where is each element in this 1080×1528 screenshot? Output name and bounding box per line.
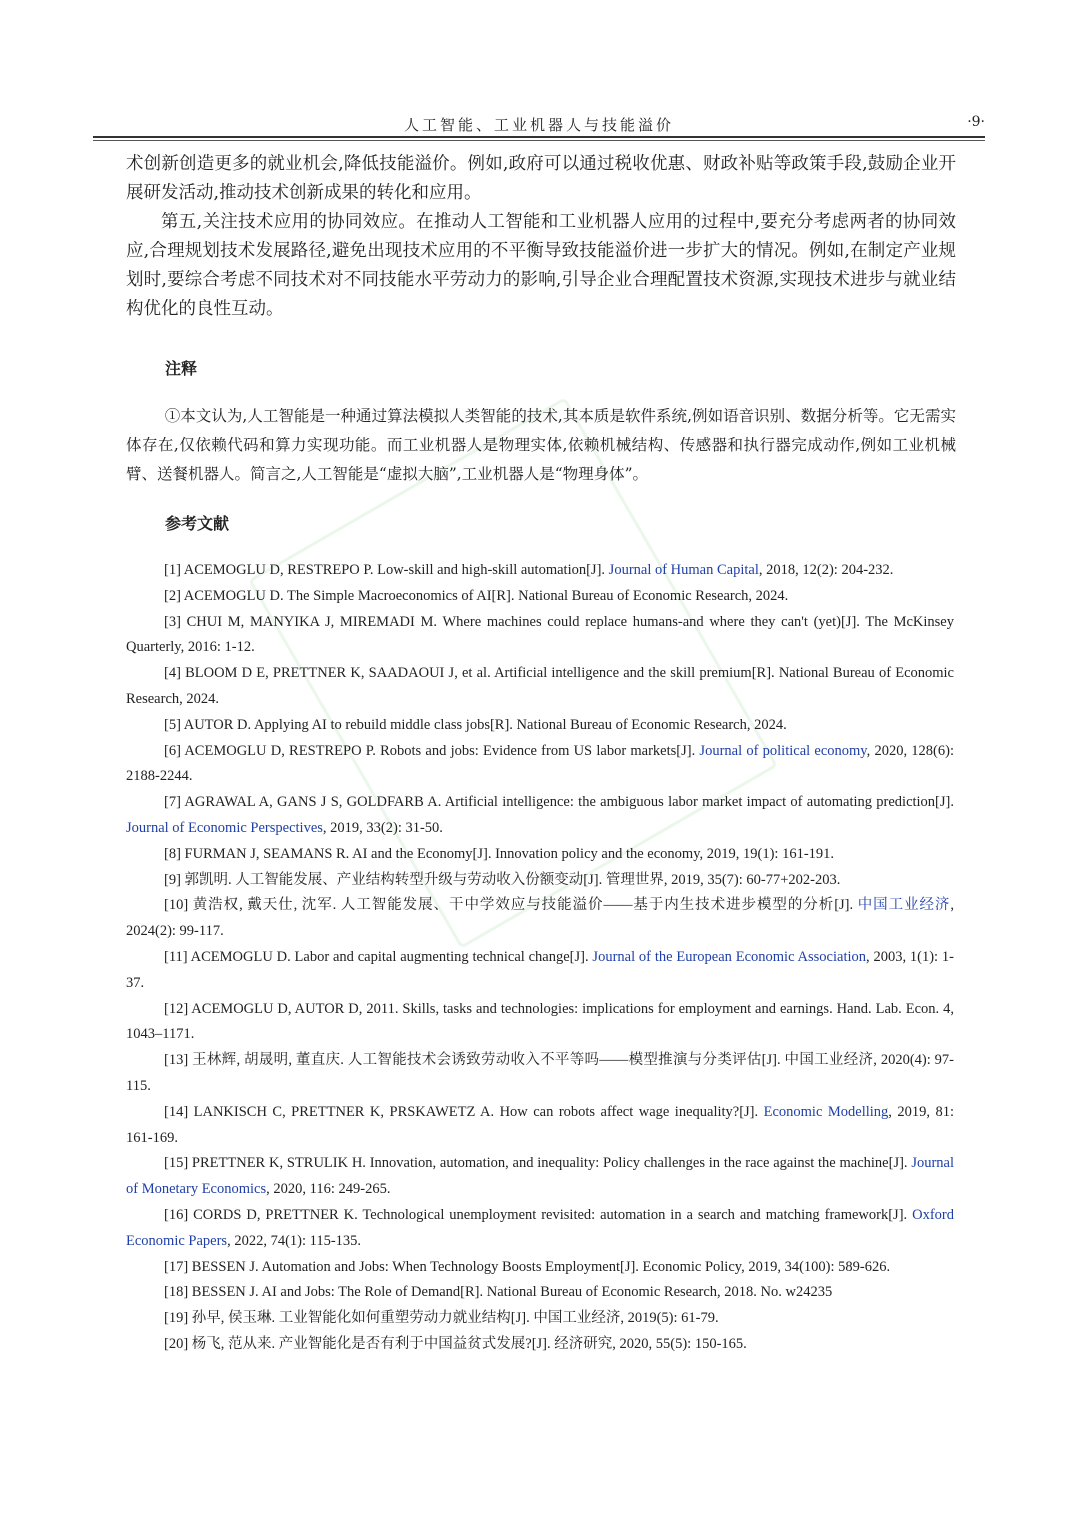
reference-item bbox=[126, 1280, 954, 1306]
reference-text: [12] ACEMOGLU D, AUTOR D, 2011. Skills, tasks and technologies: implications for employment and earnings. Hand. Lab. Econ. 4, 1043–1171. bbox=[126, 1000, 954, 1043]
reference-item bbox=[126, 610, 954, 662]
reference-item bbox=[126, 997, 954, 1049]
reference-item bbox=[126, 558, 954, 584]
reference-item bbox=[126, 1332, 954, 1358]
reference-text: [18] BESSEN J. AI and Jobs: The Role of Demand[R]. National Bureau of Economic Research, 2018. No. w24235 bbox=[164, 1284, 833, 1301]
body-paragraph: 第五,关注技术应用的协同效应。在推动人工智能和工业机器人应用的过程中,要充分考虑两者的协同效应,合理规划技术发展路径,避免出现技术应用的不平衡导致技能溢价进一步扩大的情况。例如,在制定产业规划时,要综合考虑不同技术对不同技能水平劳动力的影响,引导企业合理配置技术资源,实现技术进步与就业结构优化的良性互动。 bbox=[126, 212, 956, 319]
reference-text: [13] 王林辉, 胡晟明, 董直庆. 人工智能技术会诱致劳动收入不平等吗——模型推演与分类评估[J]. 中国工业经济, 2020(4): 97-115. bbox=[126, 1052, 954, 1094]
reference-text: [1] ACEMOGLU D, RESTREPO P. Low-skill and high-skill automation[J]. bbox=[164, 562, 609, 578]
journal-link[interactable]: Journal of Human Capital bbox=[608, 562, 759, 578]
reference-item bbox=[126, 1255, 954, 1281]
body-paragraph: 术创新创造更多的就业机会,降低技能溢价。例如,政府可以通过税收优惠、财政补贴等政策手段,鼓励企业开展研发活动,推动技术创新成果的转化和应用。 bbox=[126, 154, 956, 203]
reference-text: [6] ACEMOGLU D, RESTREPO P. Robots and jobs: Evidence from US labor markets[J]. bbox=[164, 742, 700, 759]
reference-text: , 2019, 81: 161-169. bbox=[126, 1103, 954, 1146]
footnote: ①本文认为,人工智能是一种通过算法模拟人类智能的技术,其本质是软件系统,例如语音识别、数据分析等。它无需实体存在,仅依赖代码和算力实现功能。而工业机器人是物理实体,依赖机械结构、传感器和执行器完成动作,例如工业机械臂、送餐机器人。简言之,人工智能是“虚拟大脑”,工业机器人是“物理身体”。 bbox=[126, 407, 956, 483]
header-rule-thick bbox=[93, 136, 985, 138]
reference-text: [7] AGRAWAL A, GANS J S, GOLDFARB A. Artificial intelligence: the ambiguous labor market impact of automating prediction[J]. bbox=[164, 794, 954, 811]
reference-item bbox=[126, 661, 954, 713]
reference-text: [2] ACEMOGLU D. The Simple Macroeconomics of AI[R]. National Bureau of Economic Research, 2024. bbox=[164, 587, 789, 604]
reference-item bbox=[126, 842, 954, 868]
reference-text: [8] FURMAN J, SEAMANS R. AI and the Economy[J]. Innovation policy and the economy, 2019, 19(1): 161-191. bbox=[164, 845, 835, 862]
reference-text: [3] CHUI M, MANYIKA J, MIREMADI M. Where machines could replace humans-and where they can't (yet)[J]. The McKinsey Quarterly, 2016: 1-12. bbox=[126, 613, 954, 656]
journal-link[interactable]: 中国工业经济 bbox=[857, 897, 951, 914]
reference-item bbox=[126, 584, 954, 610]
reference-text: , 2022, 74(1): 115-135. bbox=[227, 1232, 362, 1249]
references-heading: 参考文献 bbox=[165, 514, 230, 533]
journal-link[interactable]: Journal of the European Economic Association bbox=[592, 948, 867, 965]
reference-item bbox=[126, 713, 954, 739]
reference-text: [14] LANKISCH C, PRETTNER K, PRSKAWETZ A. How can robots affect wage inequality?[J]. bbox=[164, 1103, 764, 1120]
reference-text: [5] AUTOR D. Applying AI to rebuild middle class jobs[R]. National Bureau of Economic Research, 2024. bbox=[164, 716, 787, 733]
reference-text: [19] 孙早, 侯玉琳. 工业智能化如何重塑劳动力就业结构[J]. 中国工业经济, 2019(5): 61-79. bbox=[164, 1310, 719, 1327]
reference-text: [16] CORDS D, PRETTNER K. Technological unemployment revisited: automation in a search and matching framework[J]. bbox=[164, 1206, 913, 1223]
reference-text: [20] 杨飞, 范从来. 产业智能化是否有利于中国益贫式发展?[J]. 经济研究, 2020, 55(5): 150-165. bbox=[164, 1335, 747, 1352]
reference-text: [15] PRETTNER K, STRULIK H. Innovation, automation, and inequality: Policy challenges in the race against the machine[J]. bbox=[164, 1155, 912, 1172]
reference-text: , 2024(2): 99-117. bbox=[126, 897, 954, 940]
journal-link[interactable]: Oxford Economic Papers bbox=[126, 1206, 954, 1249]
reference-item bbox=[126, 1306, 954, 1332]
reference-item bbox=[126, 893, 954, 945]
reference-text: [9] 郭凯明. 人工智能发展、产业结构转型升级与劳动收入份额变动[J]. 管理世界, 2019, 35(7): 60-77+202-203. bbox=[164, 871, 841, 888]
reference-item bbox=[126, 739, 954, 791]
journal-link[interactable]: Journal of political economy bbox=[699, 742, 867, 759]
reference-item bbox=[126, 1048, 954, 1100]
header-title: 人工智能、工业机器人与技能溢价 bbox=[403, 116, 674, 134]
reference-text: , 2020, 128(6): 2188-2244. bbox=[126, 742, 954, 785]
reference-text: [4] BLOOM D E, PRETTNER K, SAADAOUI J, et al. Artificial intelligence and the skill premium[R]. National Bureau of Economic Research, 2024. bbox=[126, 665, 954, 707]
reference-text: [17] BESSEN J. Automation and Jobs: When Technology Boosts Employment[J]. Economic Policy, 2019, 34(100): 589-626. bbox=[164, 1258, 891, 1275]
reference-text: , 2019, 33(2): 31-50. bbox=[322, 819, 443, 836]
page-number: ·9· bbox=[967, 114, 985, 130]
reference-item bbox=[126, 945, 954, 997]
reference-item bbox=[126, 1203, 954, 1255]
header-rule-thin bbox=[93, 140, 985, 141]
reference-item bbox=[126, 868, 954, 894]
reference-text: , 2018, 12(2): 204-232. bbox=[758, 562, 894, 578]
notes-heading: 注释 bbox=[165, 359, 198, 378]
reference-text: , 2003, 1(1): 1-37. bbox=[126, 948, 954, 991]
reference-item bbox=[126, 790, 954, 842]
reference-text: [10] 黄浩权, 戴天仕, 沈军. 人工智能发展、干中学效应与技能溢价——基于内生技术进步模型的分析[J]. bbox=[164, 897, 858, 914]
journal-link[interactable]: Journal of Monetary Economics bbox=[126, 1155, 954, 1198]
reference-text: , 2020, 116: 249-265. bbox=[266, 1181, 391, 1198]
reference-item bbox=[126, 1151, 954, 1203]
reference-item bbox=[126, 1100, 954, 1152]
reference-text: [11] ACEMOGLU D. Labor and capital augmenting technical change[J]. bbox=[164, 948, 593, 965]
running-header bbox=[93, 112, 985, 134]
journal-link[interactable]: Journal of Economic Perspectives bbox=[126, 819, 323, 836]
journal-link[interactable]: Economic Modelling bbox=[763, 1103, 889, 1120]
body-section bbox=[126, 150, 956, 324]
reference-list bbox=[126, 558, 954, 1358]
